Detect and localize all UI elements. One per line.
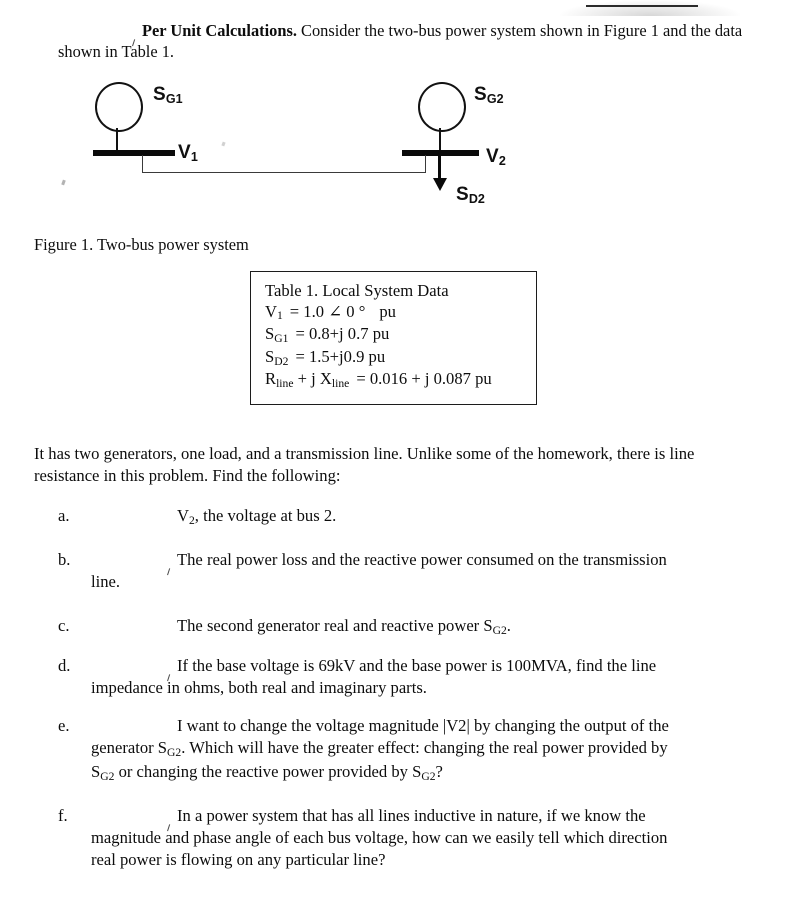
question-item-a xyxy=(58,505,758,529)
table-cell-value: = 0.016 + j 0.087 pu xyxy=(356,369,492,389)
question-item-f xyxy=(58,805,773,871)
question-e-line2 xyxy=(58,737,768,761)
generator-2-stem xyxy=(439,128,442,152)
question-e-line3-subscript-2: G2 xyxy=(421,769,436,783)
question-text xyxy=(58,549,758,571)
question-c-tail: . xyxy=(506,616,511,635)
question-b-line1: The real power loss and the reactive power consumed on the transmission xyxy=(177,550,667,569)
question-item-e xyxy=(58,715,768,785)
problem-title: Per Unit Calculations. xyxy=(142,21,297,40)
bus-1-voltage-label: $V_1$ xyxy=(178,142,198,164)
question-item-b xyxy=(58,549,758,593)
question-e-line1: I want to change the voltage magnitude |V2| by changing the output of the xyxy=(177,716,669,735)
question-a-symbol: V xyxy=(177,506,189,525)
question-text xyxy=(58,655,758,677)
question-e-line3 xyxy=(58,761,768,785)
table-cell-symbol: R xyxy=(265,369,277,389)
page-speck-mid xyxy=(221,142,225,147)
load-label: $S_{D2}$ xyxy=(456,184,485,206)
scan-line-artifact xyxy=(586,5,698,7)
table-row xyxy=(265,347,536,370)
question-e-line2-a: generator S xyxy=(91,738,168,757)
scan-smudge-artifact xyxy=(560,0,740,16)
table-cell-value: = 0.8+j 0.7 pu xyxy=(295,324,390,344)
table-cell-subscript: G1 xyxy=(274,331,289,345)
question-text xyxy=(58,615,758,639)
question-e-line3-a: S xyxy=(91,762,101,781)
intro-body-text: Consider the two-bus power system shown in Figure 1 and the data shown in Table 1. xyxy=(58,21,743,61)
table-cell-symbol: S xyxy=(265,346,275,366)
figure-one-line-diagram xyxy=(0,70,600,220)
bus-1-bar xyxy=(93,150,175,156)
transmission-line-right-riser xyxy=(425,155,426,173)
table-cell-subscript: line xyxy=(276,377,294,391)
question-d-line1: If the base voltage is 69kV and the base power is 100MVA, find the line xyxy=(177,656,657,675)
question-c-subscript: G2 xyxy=(492,623,507,637)
question-a-tail: , the voltage at bus 2. xyxy=(194,506,337,525)
question-item-d xyxy=(58,655,758,699)
transmission-line-left-riser xyxy=(142,155,143,173)
page-speck-left xyxy=(61,180,66,186)
question-marker: f. xyxy=(58,806,68,825)
intro-paragraph xyxy=(58,20,770,62)
question-marker: a. xyxy=(58,506,70,525)
question-text xyxy=(58,805,773,827)
table-title: Table 1. Local System Data xyxy=(265,281,449,300)
table-cell-subscript: 1 xyxy=(276,309,283,323)
question-marker: d. xyxy=(58,656,71,675)
question-f-line3: real power is flowing on any particular line? xyxy=(91,850,386,869)
question-e-line3-c: ? xyxy=(435,762,443,781)
figure-caption: Figure 1. Two-bus power system xyxy=(34,235,249,254)
question-text xyxy=(58,505,758,529)
body-paragraph: It has two generators, one load, and a transmission line. Unlike some of the homework, there is line resistance in this problem. Find the following: xyxy=(34,444,695,485)
question-d-continuation: impedance in ohms, both real and imaginary parts. xyxy=(91,678,427,697)
question-f-line1: In a power system that has all lines inductive in nature, if we know the xyxy=(177,806,646,825)
generator-1-label: $S_{G1}$ xyxy=(153,84,183,106)
table-cell-value: = 1.0 ∠ 0 ° xyxy=(289,301,366,321)
question-e-line3-b: or changing the reactive power provided by S xyxy=(114,762,422,781)
question-f-line2: magnitude and phase angle of each bus voltage, how can we easily tell which direction xyxy=(91,828,668,847)
question-marker: e. xyxy=(58,716,70,735)
question-a-subscript: 2 xyxy=(188,513,195,527)
table-cell-symbol: V xyxy=(265,301,277,321)
local-system-data-table xyxy=(250,271,537,405)
generator-1-symbol xyxy=(95,82,143,132)
question-marker: b. xyxy=(58,550,71,569)
load-arrow-head xyxy=(433,178,447,191)
table-cell-subscript-2: line xyxy=(331,377,350,391)
generator-2-symbol xyxy=(418,82,466,132)
table-cell-subscript: D2 xyxy=(274,354,289,368)
table-cell-units: pu xyxy=(379,301,396,321)
table-cell-symbol: S xyxy=(265,324,275,344)
question-e-line2-b: . Which will have the greater effect: changing the real power provided by xyxy=(181,738,668,757)
question-c-lead: The second generator real and reactive power S xyxy=(177,616,493,635)
question-e-line3-subscript: G2 xyxy=(100,769,115,783)
bus-2-voltage-label: $V_2$ xyxy=(486,146,506,168)
table-row xyxy=(265,324,536,347)
table-cell-value: = 1.5+j0.9 pu xyxy=(295,346,386,366)
table-row xyxy=(265,302,536,325)
question-b-continuation: line. xyxy=(91,572,121,591)
question-text xyxy=(58,715,768,737)
question-e-line2-subscript: G2 xyxy=(167,745,182,759)
transmission-line-span xyxy=(142,172,426,173)
generator-2-label: $S_{G2}$ xyxy=(474,84,504,106)
table-row xyxy=(265,369,536,392)
table-cell-symbol-2: + j X xyxy=(293,369,332,389)
question-item-c xyxy=(58,615,758,639)
question-marker: c. xyxy=(58,616,70,635)
